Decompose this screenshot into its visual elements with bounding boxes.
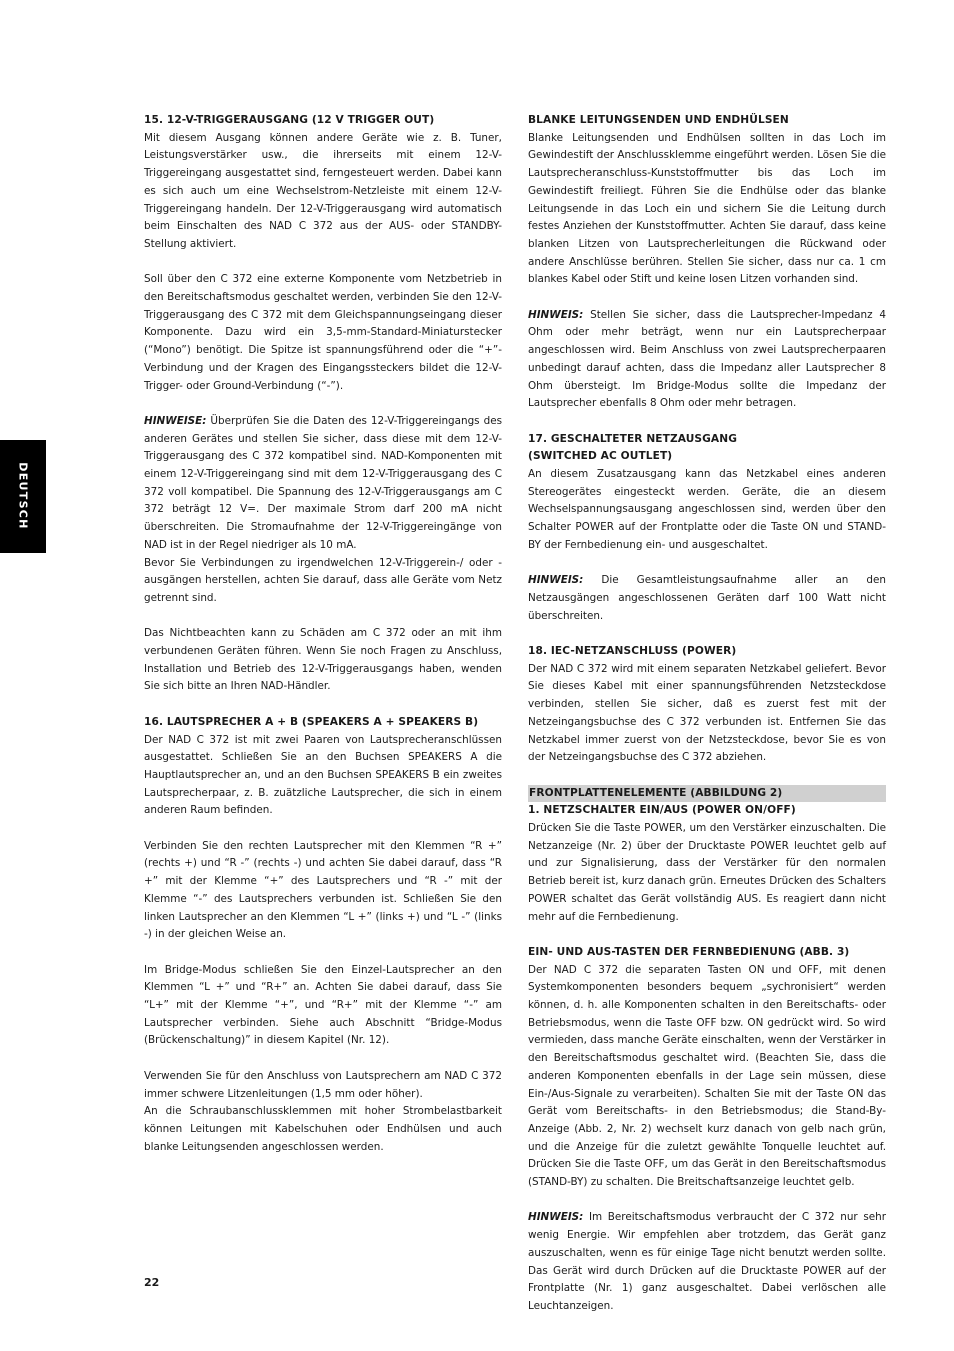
paragraph: Blanke Leitungsenden und Endhülsen sollten in das Loch im Gewindestift der Anschlussklemme eingeführt werden. Lösen Sie die Lautsprecheranschluss-Kunststoffmutter bis das Loch im Gewindestift freiliegt. Führen Sie die Endhülse oder das blanke Leitungsende in das Loch ein und sichern Sie die Leitung durch festes Anziehen der Kunststoffmutter. Achten Sie darauf, dass keine blanken Litzen von Lautsprecherleitungen die Rückwand oder andere Anschlüsse berühren. Stellen Sie sicher, dass nur ca. 1 cm blankes Kabel oder Stift und keine losen Litzen vorhanden sind. (528, 131, 886, 286)
right-column (528, 112, 886, 1316)
paragraph: Der NAD C 372 ist mit zwei Paaren von Lautsprecheranschlüssen ausgestattet. Schließen Sie an den Buchsen SPEAKERS A die Hauptlautsprecher an, und an den Buchsen SPEAKERS B ein zweites Lautsprecherpaar, z. B. zuätzliche Lautsprecher, die sich in einem anderen Raum befinden. (144, 733, 502, 817)
paragraph: Der NAD C 372 die separaten Tasten ON und OFF, mit denen Systemkomponenten besonders bequem „sychronisiert“ werden können, d. h. alle Komponenten schalten in den Bereitschafts- oder Betriebsmodus, wenn die Taste OFF bzw. ON gedrückt wird. So wird vermieden, dass manche Geräte einschalten, wenn der Verstärker in den Bereitschaftsmodus geschaltet wird. (Beachten Sie, dass die anderen Komponenten ebenfalls in der Lage sein müssen, diese Ein-/Aus-Signale zu verarbeiten). Schalten Sie mit der Taste ON das Gerät vom Bereitschafts- in den Betriebsmodus; die Stand-By-Anzeige (Abb. 2, Nr. 2) wechselt kurz danach von gelb nach grün, und die Anzeige für die zuletzt gewählte Tonquelle leuchtet auf. Drücken Sie die Taste OFF, um das Gerät in den Bereitschaftsmodus (STAND-BY) zu schalten. Die Breitschaftsanzeige leuchtet gelb. (528, 963, 886, 1189)
paragraph: Der NAD C 372 wird mit einem separaten Netzkabel geliefert. Bevor Sie dieses Kabel mit einer spannungsführenden Netzsteckdose verbinden, stellen Sie sicher, daß es zuerst fest mit der Netzeingangsbuchse des C 372 verbunden ist. Entfernen Sie das Netzkabel immer zuerst von der Netzsteckdose, bevor Sie es von der Netzeingangsbuchse des C 372 abziehen. (528, 662, 886, 764)
hint-label: HINWEIS: (528, 574, 584, 587)
hint-text: Stellen Sie sicher, dass die Lautsprecher-Impedanz 4 Ohm oder mehr beträgt, wenn nur ein Lautsprecherpaar angeschlossen wird. Beim Anschluss von zwei Lautsprecherpaaren unbedingt darauf achten, dass die Impedanz aller Lautsprecher 8 Ohm übersteigt. Im Bridge-Modus sollte die Impedanz der Lautsprecher ebenfalls 8 Ohm oder mehr betragen. (528, 308, 886, 410)
front-panel-heading: FRONTPLATTENELEMENTE (ABBILDUNG 2) (528, 785, 886, 803)
hint-label: HINWEIS: (528, 308, 584, 321)
paragraph: Drücken Sie die Taste POWER, um den Verstärker einzuschalten. Die Netzanzeige (Nr. 2) über der Drucktaste POWER leuchtet gelb auf und zur Signalisierung, dass der Verstärker für den normalen Betrieb bereit ist, kurz danach grün. Erneutes Drücken des Schalters POWER schaltet das Gerät vollständig AUS. Es reagiert dann nicht mehr auf die Fernbedienung. (528, 822, 886, 923)
language-tab-label: DEUTSCH (16, 462, 30, 530)
hint-text: Überprüfen Sie die Daten des 12-V-Triggereingangs des anderen Gerätes und stellen Sie sicher, dass diese mit dem 12-V-Triggerausgang des C 372 kompatibel sind. NAD-Komponenten mit einem 12-V-Triggereingang sind mit dem 12-V-Triggerausgang des C 372 voll kompatibel. Die Spannung des 12-V-Triggerausgangs am C 372 beträgt 12 V=. Der maximale Strom darf 200 mA nicht überschreiten. Die Stromaufnahme der 12-V-Triggereingänge von NAD ist in der Regel niedriger als 10 mA. (144, 414, 502, 551)
section-17-subheading: (SWITCHED AC OUTLET) (528, 450, 673, 463)
paragraph: Bevor Sie Verbindungen zu irgendwelchen 12-V-Triggerein-/ oder -ausgängen herstellen, achten Sie darauf, dass alle Geräte vom Netz getrennt sind. (144, 556, 502, 604)
hint-label: HINWEIS: (528, 1211, 584, 1224)
paragraph: Soll über den C 372 eine externe Komponente vom Netzbetrieb in den Bereitschaftsmodus geschaltet werden, verbinden Sie den 12-V-Triggerausgang des C 372 mit dem Gleichspannungseingang dieser Komponente. Dazu wird ein 3,5-mm-Standard-Miniaturstecker (“Mono”) benötigt. Die Spitze ist spannungsführend oder die “+”-Verbindung und der Kragen des Eingangssteckers bildet die 12-V-Trigger- oder Ground-Verbindung (“-”). (144, 273, 502, 392)
section-16-heading: 16. LAUTSPRECHER A + B (SPEAKERS A + SPEAKERS B) (144, 715, 479, 728)
paragraph: An diesem Zusatzausgang kann das Netzkabel eines anderen Stereogerätes eingesteckt werden. Geräte, die an diesem Wechselspannungsausgang angeschlossen sind, werden über den Schalter POWER auf der Frontplatte oder die Taste ON und STAND-BY der Fernbedienung ein- und ausgeschaltet. (528, 468, 886, 551)
power-switch-heading: 1. NETZSCHALTER EIN/AUS (POWER ON/OFF) (528, 804, 796, 817)
left-column (144, 112, 502, 1156)
paragraph: Verbinden Sie den rechten Lautsprecher mit den Klemmen “R +” (rechts +) und “R -” (rechts -) und achten Sie dabei darauf, dass “R +” mit der Klemme “+” des Lautsprechers und “R -” mit der Klemme “-” des Lautsprechers verbunden ist. Schließen Sie den linken Lautsprecher an den Klemmen “L +” (links +) und “L -” (links -) in der gleichen Weise an. (144, 839, 502, 941)
hint-label: HINWEISE: (144, 414, 207, 427)
paragraph: Im Bridge-Modus schließen Sie den Einzel-Lautsprecher an den Klemmen “L +” und “R+” an. Achten Sie dabei darauf, dass Sie “L+” mit der Klemme “+”, und “R+” mit der Klemme “-” am Lautsprecher verbinden. Siehe auch Abschnitt “Bridge-Modus (Brückenschaltung)” in diesem Kapitel (Nr. 12). (144, 963, 502, 1047)
hint-paragraph (528, 1209, 886, 1315)
language-tab (0, 440, 46, 553)
paragraph: Das Nichtbeachten kann zu Schäden am C 372 oder an mit ihm verbundenen Geräten führen. Wenn Sie noch Fragen zu Anschluss, Installation und Betrieb des 12-V-Triggerausgangs haben, wenden Sie sich bitte an Ihren NAD-Händler. (144, 627, 502, 693)
hint-text: Im Bereitschaftsmodus verbraucht der C 372 nur sehr wenig Energie. Wir empfehlen aber trotzdem, das Gerät ganz auszuschalten, wenn es für einige Tage nicht benutzt werden sollte. Das Gerät wird durch Drücken auf die Drucktaste POWER auf der Frontplatte (Nr. 1) ganz ausgeschaltet. Dabei verlöschen alle Leuchtanzeigen. (528, 1211, 886, 1312)
section-18-heading: 18. IEC-NETZANSCHLUSS (POWER) (528, 645, 737, 658)
hint-text: Die Gesamtleistungsaufnahme aller an den Netzausgängen angeschlossenen Geräten darf 100 Watt nicht überschreiten. (528, 574, 886, 622)
page-number: 22 (144, 1276, 160, 1289)
section-17-heading: 17. GESCHALTETER NETZAUSGANG (528, 432, 737, 445)
blank-ends-heading: BLANKE LEITUNGSENDEN UND ENDHÜLSEN (528, 114, 789, 126)
section-15-heading: 15. 12-V-TRIGGERAUSGANG (12 V TRIGGER OUT) (144, 114, 435, 126)
hint-paragraph (144, 413, 502, 555)
paragraph: Mit diesem Ausgang können andere Geräte wie z. B. Tuner, Leistungsverstärker usw., die ihrerseits mit einem 12-V-Triggereingang ausgestattet sind, ferngesteuert werden. Dabei kann es sich auch um eine Wechselstrom-Netzleiste mit einem 12-V-Triggereingang handeln. Der 12-V-Triggerausgang wird automatisch beim Einschalten des NAD C 372 aus der AUS- oder STANDBY-Stellung aktiviert. (144, 131, 502, 250)
paragraph: Verwenden Sie für den Anschluss von Lautsprechern am NAD C 372 immer schwere Litzenleitungen (1,5 mm oder höher). (144, 1069, 502, 1100)
paragraph: An die Schraubanschlussklemmen mit hoher Strombelastbarkeit können Leitungen mit Kabelschuhen oder Endhülsen und auch blanke Leitungsenden angeschlossen werden. (144, 1105, 502, 1153)
remote-keys-heading: EIN- UND AUS-TASTEN DER FERNBEDIENUNG (ABB. 3) (528, 945, 850, 958)
hint-paragraph (528, 307, 886, 413)
hint-paragraph (528, 572, 886, 625)
